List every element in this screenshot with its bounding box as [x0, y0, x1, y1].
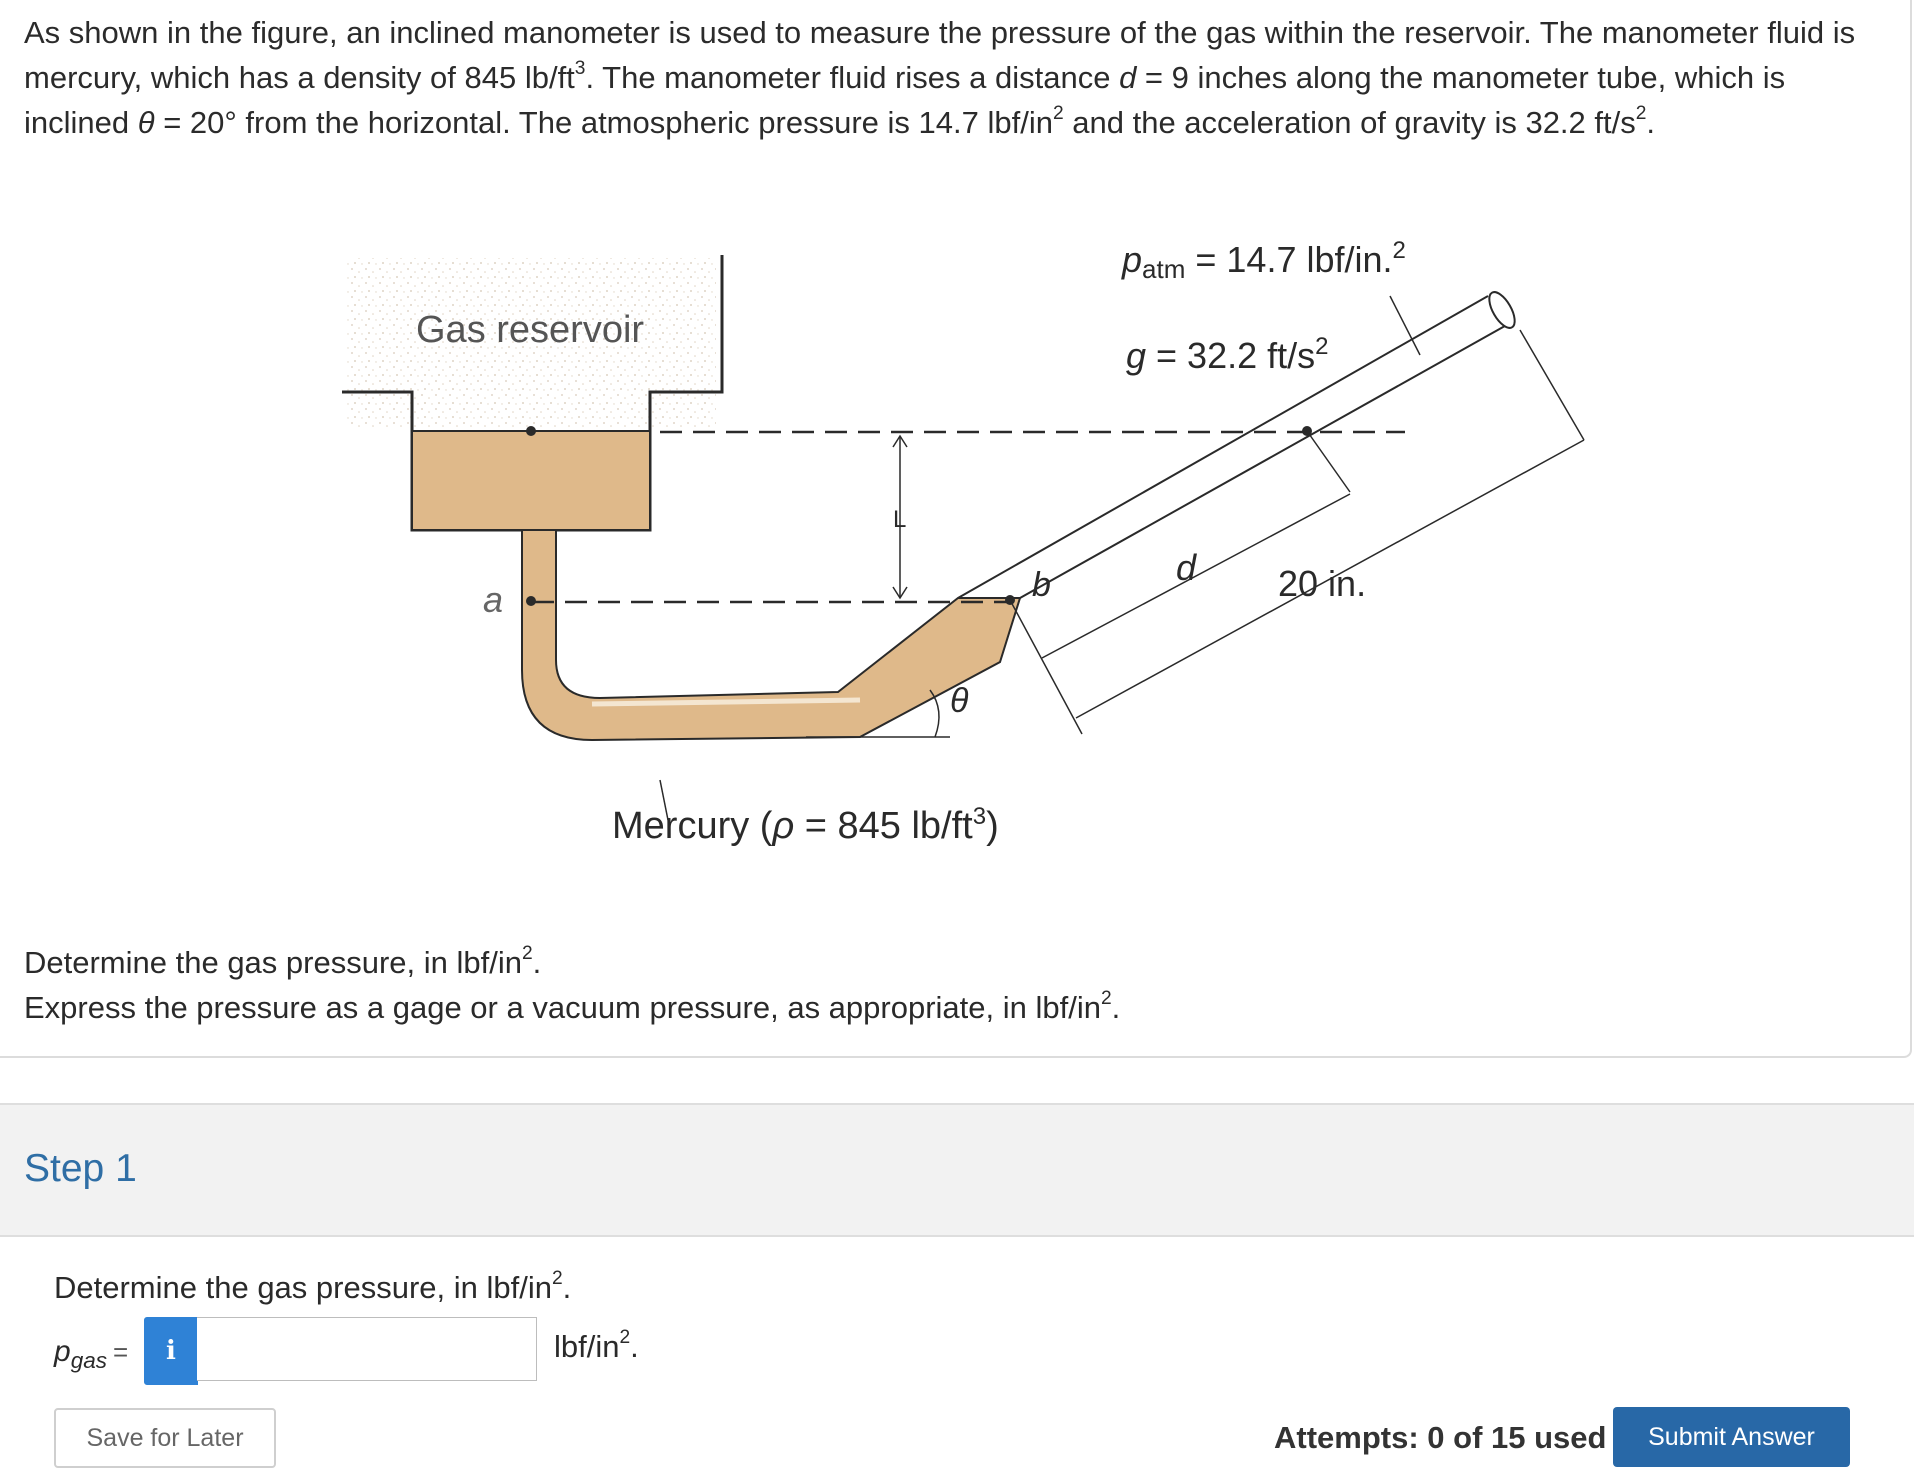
- answer-variable-label: [54, 1335, 128, 1374]
- reservoir-mercury: [412, 431, 650, 530]
- answer-unit-sup: 2: [619, 1326, 631, 1348]
- extension-line-b: [1010, 600, 1082, 734]
- prompt-line-1-text: Determine the gas pressure, in lbf/in: [24, 945, 522, 980]
- extension-line-tube-end: [1520, 330, 1584, 440]
- label-a: a: [483, 579, 504, 620]
- label-gas-reservoir: Gas reservoir: [416, 309, 645, 351]
- prompt-line-1: [24, 940, 1120, 985]
- prompt-line-1-end: .: [532, 945, 542, 980]
- problem-line-2-text-b: . The manometer fluid rises a distance: [585, 60, 1120, 95]
- step-question-sup: 2: [551, 1267, 563, 1289]
- step-title: Step 1: [24, 1147, 137, 1190]
- point-a: [526, 596, 536, 606]
- submit-answer-button[interactable]: Submit Answer: [1613, 1407, 1850, 1467]
- step-question: [54, 1265, 1874, 1310]
- point-surface-reservoir: [526, 426, 536, 436]
- problem-line-3: [24, 100, 1874, 145]
- problem-line-3-text-b: = 20° from the horizontal. The atmospheric pressure is 14.7 lbf/in: [154, 105, 1053, 140]
- problem-line-2-text-a: mercury, which has a density of 845 lb/ft: [24, 60, 575, 95]
- question-prompt: [24, 940, 1120, 1030]
- prompt-line-1-sup: 2: [521, 942, 533, 964]
- answer-variable-symbol: p: [54, 1335, 71, 1368]
- save-for-later-button[interactable]: Save for Later: [54, 1408, 276, 1468]
- problem-statement: [24, 10, 1874, 145]
- label-L: L: [893, 506, 907, 533]
- label-d: d: [1176, 547, 1197, 588]
- answer-unit-end: .: [630, 1329, 639, 1364]
- label-mercury: [612, 803, 999, 847]
- problem-line-2: [24, 55, 1874, 100]
- prompt-line-2-text: Express the pressure as a gage or a vacuum pressure, as appropriate, in lbf/in: [24, 990, 1101, 1025]
- prompt-line-2: [24, 985, 1120, 1030]
- answer-unit-label: [554, 1326, 639, 1365]
- problem-var-theta: θ: [137, 105, 155, 140]
- patm-value: = 14.7 lbf/in.: [1185, 239, 1393, 280]
- equals-sign: =: [112, 1337, 129, 1367]
- mercury-label-c: ): [986, 805, 999, 847]
- g-superscript: 2: [1315, 333, 1329, 360]
- info-icon[interactable]: i: [144, 1317, 198, 1385]
- label-theta: θ: [950, 682, 969, 720]
- step-question-end: .: [562, 1270, 572, 1305]
- patm-subscript: atm: [1142, 254, 1186, 284]
- answer-variable-subscript: gas: [70, 1348, 107, 1373]
- problem-line-2-sup: 3: [574, 57, 586, 79]
- step-question-text: Determine the gas pressure, in lbf/in: [54, 1270, 552, 1305]
- manometer-tube-mercury: [522, 530, 1020, 740]
- problem-line-3-text-a: inclined: [24, 105, 138, 140]
- g-symbol: g: [1126, 335, 1147, 376]
- problem-line-3-text-d: .: [1646, 105, 1656, 140]
- problem-line-1: [24, 10, 1874, 55]
- step-header: [0, 1103, 1914, 1237]
- problem-line-3-sup: 2: [1052, 102, 1064, 124]
- patm-superscript: 2: [1392, 237, 1406, 264]
- step-body: [54, 1265, 1874, 1373]
- mercury-superscript: 3: [972, 803, 987, 830]
- mercury-label-b: = 845 lb/ft: [794, 805, 973, 847]
- answer-input[interactable]: [197, 1317, 537, 1381]
- problem-line-3-text-c: and the acceleration of gravity is 32.2 ft/s: [1063, 105, 1636, 140]
- problem-var-d: d: [1119, 60, 1137, 95]
- patm-symbol: p: [1122, 239, 1143, 280]
- leader-patm: [1390, 296, 1420, 355]
- mercury-label-a: Mercury (: [612, 805, 773, 847]
- attempts-counter: Attempts: 0 of 15 used: [1274, 1420, 1607, 1455]
- tube-opening: [1484, 288, 1520, 332]
- label-20in: 20 in.: [1278, 563, 1367, 604]
- label-patm: [1121, 237, 1406, 284]
- problem-line-2-text-c: = 9 inches along the manometer tube, which is: [1136, 60, 1786, 95]
- manometer-figure: [300, 180, 1605, 895]
- problem-line-1-text: As shown in the figure, an inclined manometer is used to measure the pressure of the gas within the reservoir. The manometer fluid is: [24, 15, 1856, 50]
- label-b: b: [1032, 566, 1051, 604]
- answer-row: [54, 1317, 954, 1385]
- prompt-line-2-end: .: [1111, 990, 1121, 1025]
- answer-unit-text: lbf/in: [554, 1329, 620, 1364]
- extension-line-surface: [1307, 431, 1350, 492]
- label-g: [1126, 333, 1329, 376]
- prompt-line-2-sup: 2: [1100, 987, 1112, 1009]
- problem-line-3-sup2: 2: [1635, 102, 1647, 124]
- mercury-rho: ρ: [772, 805, 795, 847]
- g-value: = 32.2 ft/s: [1146, 335, 1316, 376]
